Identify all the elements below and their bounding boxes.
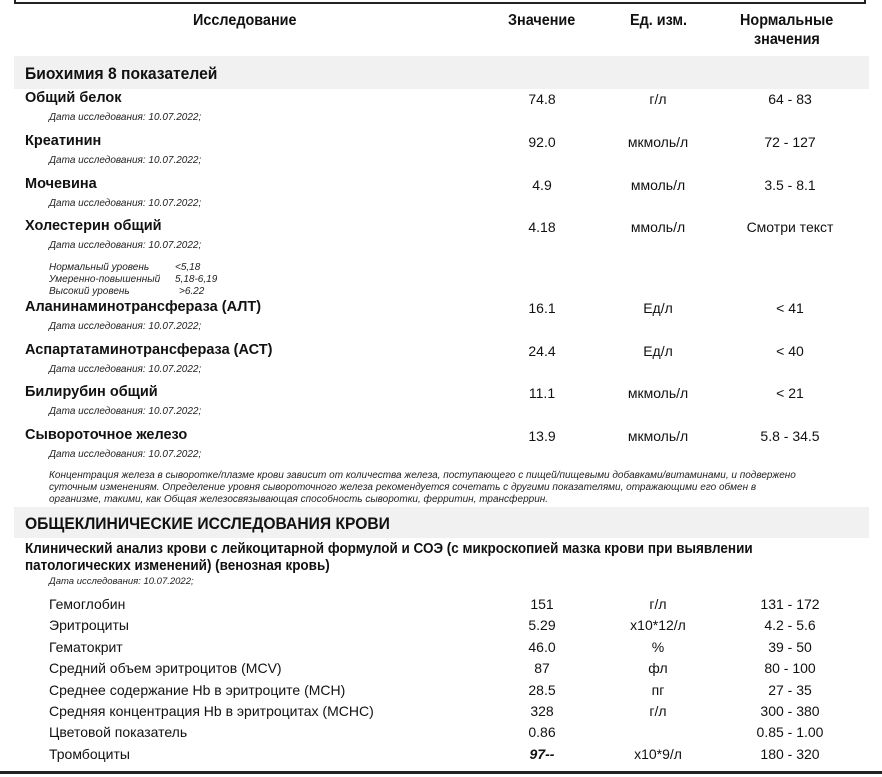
test-value: 92.0 bbox=[528, 134, 556, 150]
blood-test-date: Дата исследования: 10.07.2022; bbox=[49, 576, 194, 587]
test-date: Дата исследования: 10.07.2022; bbox=[49, 240, 202, 251]
test-unit: мкмоль/л bbox=[627, 385, 689, 401]
test-name: Средний объем эритроцитов (MCV) bbox=[49, 660, 282, 677]
level-range: 5,18-6,19 bbox=[175, 274, 218, 285]
test-name: Цветовой показатель bbox=[49, 724, 188, 741]
test-norm: 39 - 50 bbox=[768, 638, 812, 655]
test-norm: 64 - 83 bbox=[768, 91, 812, 107]
test-name: Холестерин общий bbox=[25, 218, 162, 234]
test-norm: 180 - 320 bbox=[760, 745, 820, 762]
test-norm: 131 - 172 bbox=[760, 596, 820, 612]
test-value: 13.9 bbox=[528, 428, 556, 444]
test-value: 16.1 bbox=[528, 300, 556, 316]
test-date: Дата исследования: 10.07.2022; bbox=[49, 364, 202, 375]
test-name: Аланинаминотрансфераза (АЛТ) bbox=[25, 299, 262, 315]
test-value: 46.0 bbox=[528, 638, 556, 655]
test-value: 5.29 bbox=[528, 617, 556, 634]
level-range: <5,18 bbox=[175, 262, 201, 273]
test-name: Креатинин bbox=[25, 133, 102, 149]
test-unit: мкмоль/л bbox=[627, 134, 689, 150]
test-unit: % bbox=[651, 638, 665, 655]
test-value: 11.1 bbox=[528, 385, 556, 401]
test-value: 4.18 bbox=[528, 219, 556, 235]
cholesterol-level-normal bbox=[49, 262, 201, 274]
iron-note-line-1: Концентрация железа в сыворотке/плазме крови зависит от количества железа, поступающего с пищей/пищевыми добавками/витаминами, и подвержено bbox=[49, 470, 796, 481]
bottom-divider bbox=[0, 771, 882, 774]
test-value: 24.4 bbox=[528, 343, 556, 359]
test-unit: фл bbox=[648, 660, 668, 677]
test-unit: г/л bbox=[649, 91, 667, 107]
test-norm: 5.8 - 34.5 bbox=[760, 428, 820, 444]
test-value: 0.86 bbox=[528, 724, 556, 741]
test-value: 4.9 bbox=[532, 177, 552, 193]
test-name: Общий белок bbox=[25, 90, 122, 106]
test-norm: 27 - 35 bbox=[768, 681, 812, 698]
cholesterol-level-moderate bbox=[49, 274, 218, 286]
test-date: Дата исследования: 10.07.2022; bbox=[49, 198, 202, 209]
test-name: Тромбоциты bbox=[49, 745, 130, 762]
test-unit: ммоль/л bbox=[630, 219, 686, 235]
test-unit: x10*9/л bbox=[634, 745, 682, 762]
test-name: Сывороточное железо bbox=[25, 427, 188, 443]
test-norm: 0.85 - 1.00 bbox=[756, 724, 824, 741]
test-name: Среднее содержание Hb в эритроците (MCH) bbox=[49, 681, 346, 698]
test-norm: < 21 bbox=[776, 385, 804, 401]
column-header-norm-line1: Нормальные bbox=[740, 12, 834, 29]
column-header-test: Исследование bbox=[193, 12, 297, 29]
test-name: Гематокрит bbox=[49, 638, 123, 655]
blood-test-subtitle: Клинический анализ крови с лейкоцитарной формулой и СОЭ (с микроскопией мазка крови при выявлении патологических изменений) (венозная кровь) bbox=[25, 541, 753, 574]
test-unit: Ед/л bbox=[643, 343, 673, 359]
cholesterol-level-high bbox=[49, 286, 205, 298]
test-unit: г/л bbox=[649, 596, 667, 612]
test-norm: < 41 bbox=[776, 300, 804, 316]
test-unit: мкмоль/л bbox=[627, 428, 689, 444]
test-unit: пг bbox=[651, 681, 665, 698]
level-label: Нормальный уровень bbox=[49, 262, 150, 273]
test-norm: 300 - 380 bbox=[760, 703, 820, 719]
test-date: Дата исследования: 10.07.2022; bbox=[49, 112, 202, 123]
test-name: Гемоглобин bbox=[49, 596, 126, 612]
test-date: Дата исследования: 10.07.2022; bbox=[49, 321, 202, 332]
test-name: Мочевина bbox=[25, 176, 97, 192]
test-unit: ммоль/л bbox=[630, 177, 686, 193]
iron-note-line-3: организме, такими, как Общая железосвязывающая способность сыворотки, ферритин, трансферрин. bbox=[49, 494, 549, 505]
test-value: 74.8 bbox=[528, 91, 556, 107]
test-unit: Ед/л bbox=[643, 300, 673, 316]
column-header-unit: Ед. изм. bbox=[630, 12, 688, 29]
test-norm: 4.2 - 5.6 bbox=[764, 617, 816, 634]
test-value: 87 bbox=[534, 660, 550, 677]
test-name: Аспартатаминотрансфераза (АСТ) bbox=[25, 342, 273, 358]
test-unit: x10*12/л bbox=[630, 617, 686, 634]
test-date: Дата исследования: 10.07.2022; bbox=[49, 449, 202, 460]
level-range: >6.22 bbox=[179, 286, 205, 297]
test-value: 28.5 bbox=[528, 681, 556, 698]
level-label: Высокий уровень bbox=[49, 286, 130, 297]
column-header-norm-line2: значения bbox=[754, 31, 820, 48]
test-value: 328 bbox=[530, 703, 554, 719]
level-label: Умеренно-повышенный bbox=[49, 274, 161, 285]
test-norm: 72 - 127 bbox=[764, 134, 816, 150]
test-date: Дата исследования: 10.07.2022; bbox=[49, 406, 202, 417]
test-norm: 80 - 100 bbox=[764, 660, 816, 677]
test-value: 97-- bbox=[529, 745, 555, 762]
test-norm: < 40 bbox=[776, 343, 804, 359]
test-value: 151 bbox=[530, 596, 554, 612]
test-name: Билирубин общий bbox=[25, 384, 158, 400]
top-frame-border bbox=[14, 0, 866, 4]
test-unit: г/л bbox=[649, 703, 667, 719]
test-norm: Смотри текст bbox=[746, 219, 834, 235]
column-header-value: Значение bbox=[508, 12, 576, 29]
test-norm: 3.5 - 8.1 bbox=[764, 177, 816, 193]
section-title-biochem: Биохимия 8 показателей bbox=[25, 64, 218, 83]
iron-note-line-2: суточным изменениям. Определение уровня сывороточного железа рекомендуется сочетать с другими показателями, отражающими его обмен в bbox=[49, 482, 757, 493]
section-title-blood: ОБЩЕКЛИНИЧЕСКИЕ ИССЛЕДОВАНИЯ КРОВИ bbox=[25, 514, 390, 533]
test-date: Дата исследования: 10.07.2022; bbox=[49, 155, 202, 166]
test-name: Средняя концентрация Hb в эритроцитах (MCHC) bbox=[49, 703, 374, 719]
test-name: Эритроциты bbox=[49, 617, 129, 634]
